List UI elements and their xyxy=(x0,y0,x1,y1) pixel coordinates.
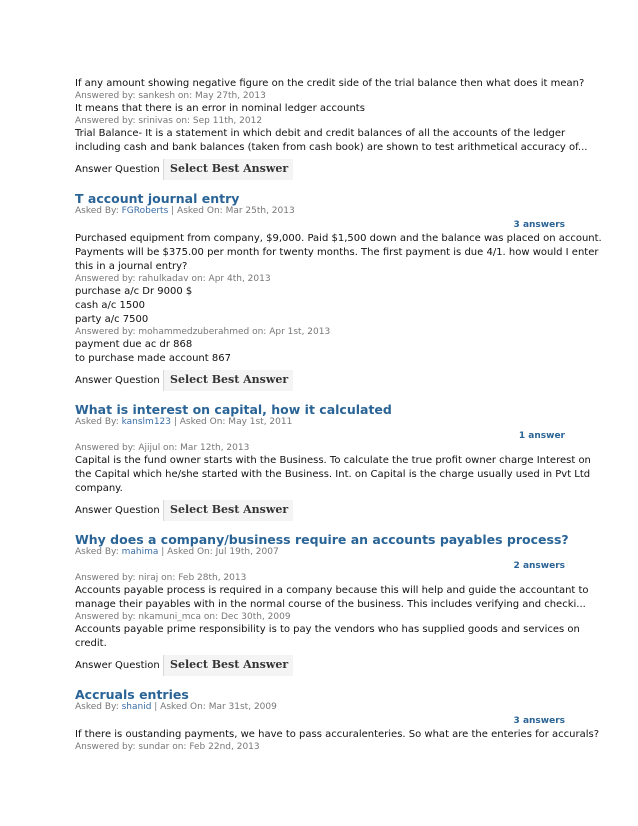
question-block xyxy=(75,392,591,522)
answer-actions xyxy=(75,653,565,677)
answer-byline: Answered by: sankesh on: May 27th, 2013 xyxy=(75,91,266,101)
answer-byline: Answered by: Ajijul on: Mar 12th, 2013 xyxy=(75,443,250,453)
answer-question-link[interactable]: Answer Question xyxy=(75,163,160,175)
question-text: this in a journal entry? xyxy=(75,261,188,272)
answer-text: Trial Balance- It is a statement in which debit and credit balances of all the accounts of the ledger xyxy=(75,128,566,139)
answer-byline: Answered by: rahulkadav on: Apr 4th, 2013 xyxy=(75,274,271,284)
asked-prefix: Asked By: xyxy=(75,206,122,216)
asked-prefix: Asked By: xyxy=(75,417,122,427)
answer-text: Accounts payable process is required in a company because this will help and guide the accountant to xyxy=(75,585,589,596)
question-text: If there is oustanding payments, we have to pass accuralenteries. So what are the enteries for accurals? xyxy=(75,729,600,740)
question-title[interactable]: Accruals entries xyxy=(75,687,189,702)
answer-count[interactable]: 1 answer xyxy=(518,431,565,441)
spacer xyxy=(75,392,565,402)
answer-text: cash a/c 1500 xyxy=(75,300,145,311)
answer-question-link[interactable]: Answer Question xyxy=(75,504,160,516)
asked-meta xyxy=(75,206,565,217)
answer-question-link[interactable]: Answer Question xyxy=(75,659,160,671)
answer-count[interactable]: 3 answers xyxy=(513,220,565,230)
answer-text: Capital is the fund owner starts with the Business. To calculate the true profit owner charge Interest on xyxy=(75,455,591,466)
question-title[interactable]: T account journal entry xyxy=(75,191,240,206)
answer-byline: Answered by: srinivas on: Sep 11th, 2012 xyxy=(75,116,263,126)
answer-text: the Capital which he/she started with the Business. Int. on Capital is the charge usually used in Pvt Ltd xyxy=(75,469,591,480)
answer-count[interactable]: 2 answers xyxy=(513,561,565,571)
question-text: If any amount showing negative figure on the credit side of the trial balance then what does it mean? xyxy=(75,78,585,89)
question-block xyxy=(75,677,600,753)
answer-text: company. xyxy=(75,483,123,494)
question-title[interactable]: What is interest on capital, how it calculated xyxy=(75,402,392,417)
top-question-block xyxy=(75,77,588,181)
asked-date: | Asked On: Mar 31st, 2009 xyxy=(151,702,277,712)
asker-link[interactable]: shanid xyxy=(121,702,152,712)
asked-meta xyxy=(75,417,565,428)
answer-text: to purchase made account 867 xyxy=(75,353,231,364)
asker-link[interactable]: FGRoberts xyxy=(121,206,169,216)
select-best-answer-button[interactable]: Select Best Answer xyxy=(163,655,293,676)
asker-link[interactable]: kanslm123 xyxy=(121,417,172,427)
answer-byline: Answered by: nkamuni_mca on: Dec 30th, 2009 xyxy=(75,612,291,622)
asked-prefix: Asked By: xyxy=(75,702,122,712)
answer-text: payment due ac dr 868 xyxy=(75,339,193,350)
asker-link[interactable]: mahima xyxy=(121,547,159,557)
answer-actions xyxy=(75,368,565,392)
asked-prefix: Asked By: xyxy=(75,547,122,557)
spacer xyxy=(75,181,565,191)
answer-text: Accounts payable prime responsibility is to pay the vendors who has supplied goods and services on xyxy=(75,624,580,635)
qa-list xyxy=(75,77,602,753)
answer-actions xyxy=(75,157,565,181)
questions-container xyxy=(75,181,602,753)
asked-meta xyxy=(75,547,565,558)
select-best-answer-button[interactable]: Select Best Answer xyxy=(163,159,293,180)
answer-actions xyxy=(75,498,565,522)
asked-meta xyxy=(75,702,565,713)
answer-count[interactable]: 3 answers xyxy=(513,716,565,726)
answer-text: purchase a/c Dr 9000 $ xyxy=(75,286,193,297)
spacer xyxy=(75,677,565,687)
answer-question-link[interactable]: Answer Question xyxy=(75,374,160,386)
select-best-answer-button[interactable]: Select Best Answer xyxy=(163,370,293,391)
select-best-answer-button[interactable]: Select Best Answer xyxy=(163,500,293,521)
answer-byline: Answered by: niraj on: Feb 28th, 2013 xyxy=(75,573,247,583)
answer-byline: Answered by: mohammedzuberahmed on: Apr 1st, 2013 xyxy=(75,327,331,337)
spacer xyxy=(75,522,565,532)
answer-text: credit. xyxy=(75,638,107,649)
answer-byline: Answered by: sundar on: Feb 22nd, 2013 xyxy=(75,742,260,752)
question-title[interactable]: Why does a company/business require an accounts payables process? xyxy=(75,532,569,547)
answer-text: including cash and bank balances (taken from cash book) are shown to test arithmetical accuracy of... xyxy=(75,142,588,153)
answer-text: It means that there is an error in nominal ledger accounts xyxy=(75,103,365,114)
question-block xyxy=(75,522,589,677)
asked-date: | Asked On: Jul 19th, 2007 xyxy=(158,547,279,557)
question-text: Payments will be $375.00 per month for twenty months. The first payment is due 4/1. how would I enter xyxy=(75,247,599,258)
question-block xyxy=(75,181,602,392)
answer-text: party a/c 7500 xyxy=(75,314,149,325)
asked-date: | Asked On: Mar 25th, 2013 xyxy=(168,206,295,216)
asked-date: | Asked On: May 1st, 2011 xyxy=(171,417,293,427)
answer-text: manage their payables with in the normal course of the business. This includes verifying and checki... xyxy=(75,599,586,610)
question-text: Purchased equipment from company, $9,000. Paid $1,500 down and the balance was placed on account. xyxy=(75,233,602,244)
